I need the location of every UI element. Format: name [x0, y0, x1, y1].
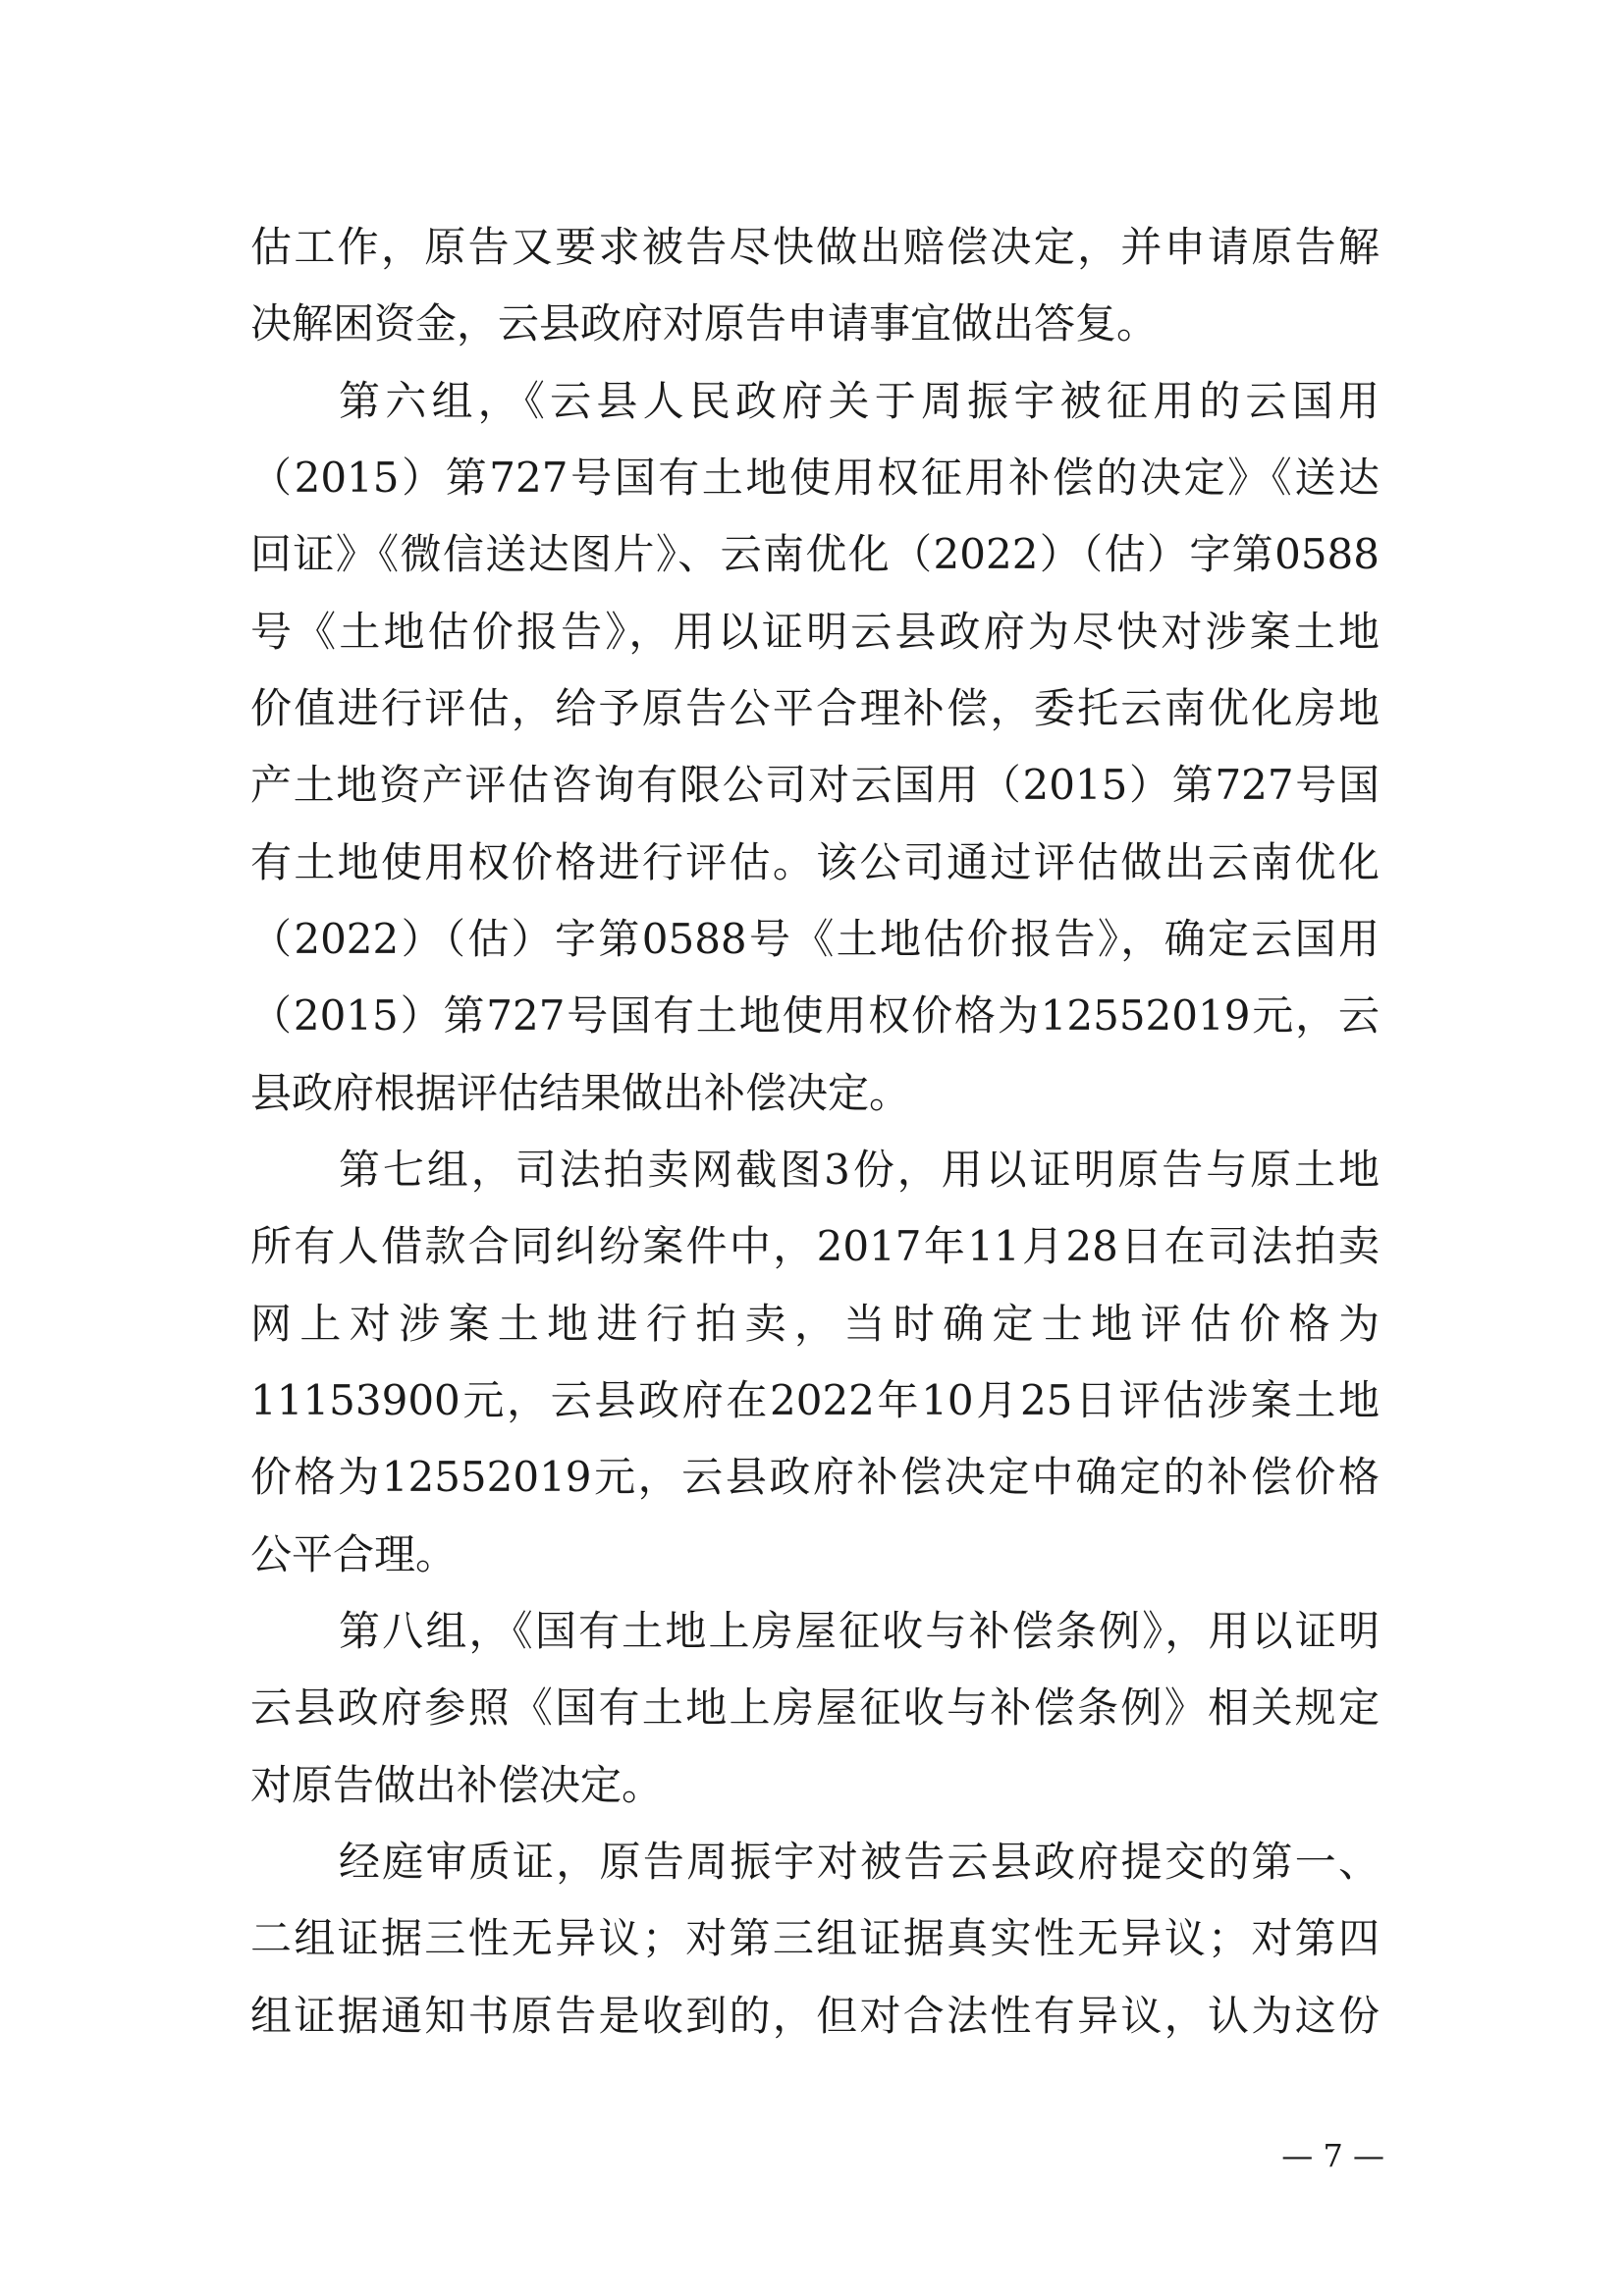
body-text-line: 决解困资金，云县政府对原告申请事宜做出答复。	[250, 299, 1159, 347]
body-text-line: （2015）第727号国有土地使用权价格为12552019元，云	[250, 991, 1380, 1040]
body-text-line: 有土地使用权价格进行评估。该公司通过评估做出云南优化	[250, 838, 1380, 886]
body-text-line: 经庭审质证，原告周振宇对被告云县政府提交的第一、	[339, 1838, 1380, 1886]
body-text-line: 产土地资产评估咨询有限公司对云国用（2015）第727号国	[250, 761, 1380, 809]
body-text-line: 云县政府参照《国有土地上房屋征收与补偿条例》相关规定	[250, 1683, 1380, 1732]
body-text-line: 二组证据三性无异议；对第三组证据真实性无异议；对第四	[250, 1914, 1380, 1962]
body-text-line: 回证》《微信送达图片》、云南优化（2022）（估）字第0588	[250, 530, 1380, 578]
body-text-line: 对原告做出补偿决定。	[250, 1761, 664, 1809]
body-text-line: 所有人借款合同纠纷案件中，2017年11月28日在司法拍卖	[250, 1222, 1380, 1270]
body-text-line: 价值进行评估，给予原告公平合理补偿，委托云南优化房地	[250, 684, 1380, 732]
body-text-line: 估工作，原告又要求被告尽快做出赔偿决定，并申请原告解	[250, 223, 1380, 271]
body-text-line: 组证据通知书原告是收到的，但对合法性有异议，认为这份	[250, 1992, 1380, 2040]
body-text-line: （2022）（估）字第0588号《土地估价报告》，确定云国用	[250, 915, 1380, 963]
body-text-line: 县政府根据评估结果做出补偿决定。	[250, 1069, 911, 1117]
body-text-line: 价格为12552019元，云县政府补偿决定中确定的补偿价格	[250, 1453, 1380, 1501]
body-text-line: 第七组，司法拍卖网截图3份，用以证明原告与原土地	[339, 1146, 1380, 1194]
body-text-line: （2015）第727号国有土地使用权征用补偿的决定》《送达	[250, 454, 1380, 502]
body-text-line: 11153900元，云县政府在2022年10月25日评估涉案土地	[250, 1376, 1380, 1424]
body-text-line: 公平合理。	[250, 1530, 458, 1578]
body-text-line: 号《土地估价报告》，用以证明云县政府为尽快对涉案土地	[250, 608, 1380, 656]
body-text-line: 第六组，《云县人民政府关于周振宇被征用的云国用	[339, 377, 1380, 425]
body-text-line: 网上对涉案土地进行拍卖，当时确定士地评估价格为	[250, 1300, 1380, 1348]
page-number: — 7 —	[1281, 2137, 1384, 2174]
body-text-line: 第八组，《国有土地上房屋征收与补偿条例》，用以证明	[339, 1607, 1380, 1655]
